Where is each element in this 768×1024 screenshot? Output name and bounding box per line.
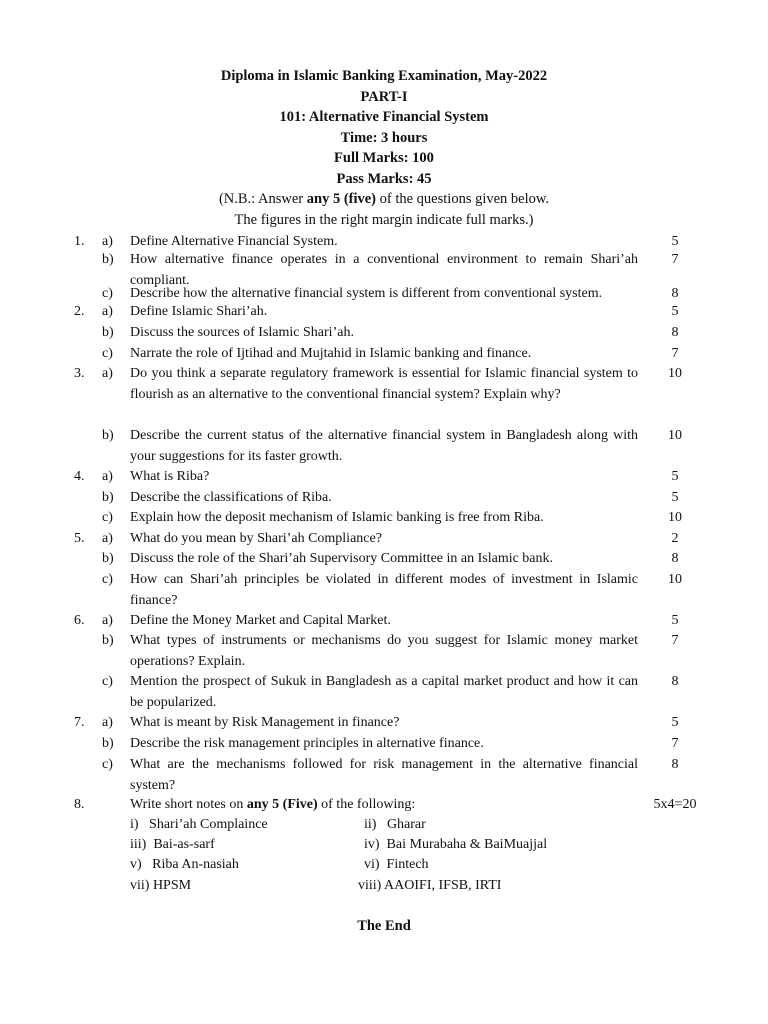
note-item: viii) AAOIFI, IFSB, IRTI [358, 878, 502, 893]
part-label: b) [102, 428, 114, 443]
instruction-pre: (N.B.: Answer [218, 191, 307, 207]
question-8-marks: 5x4=20 [653, 797, 697, 812]
question-text: Explain how the deposit mechanism of Islamic banking is free from Riba. [130, 510, 544, 525]
question-number: 3. [74, 366, 85, 381]
question-text: What do you mean by Shari’ah Compliance? [130, 531, 382, 546]
pass-marks-label: Pass Marks: 45 [336, 170, 432, 187]
part-label: b) [102, 252, 114, 267]
part-label: a) [102, 613, 113, 628]
question-text: Define Islamic Shari’ah. [130, 304, 268, 319]
question-marks: 5 [671, 469, 679, 484]
note-item: iv) Bai Murabaha & BaiMuajjal [364, 837, 548, 852]
question-number: 4. [74, 469, 85, 484]
question-text: Define Alternative Financial System. [130, 234, 338, 249]
question-marks: 5 [671, 304, 679, 319]
question-marks: 8 [671, 674, 679, 689]
part-label: b) [102, 551, 114, 566]
question-marks: 8 [671, 286, 679, 301]
q8-text-post: of the following: [317, 797, 416, 812]
part-label: PART-I [360, 88, 408, 105]
question-number: 1. [74, 234, 85, 249]
q8-text-pre: Write short notes on [130, 797, 247, 812]
question-text: Mention the prospect of Sukuk in Bangladesh as a capital market product and how it can be popularized. [130, 674, 638, 710]
time-label: Time: 3 hours [340, 129, 428, 146]
instruction-post: of the questions given below. [376, 191, 550, 207]
question-marks: 5 [671, 234, 679, 249]
question-marks: 2 [671, 531, 679, 546]
question-text: What types of instruments or mechanisms do you suggest for Islamic money market operations? Explain. [130, 633, 638, 669]
part-label: a) [102, 715, 113, 730]
part-label: b) [102, 736, 114, 751]
part-label: c) [102, 346, 113, 361]
question-text: Describe the risk management principles in alternative finance. [130, 736, 484, 751]
instruction-line-1 [0, 189, 768, 210]
part-label: a) [102, 366, 113, 381]
part-label: a) [102, 531, 113, 546]
question-marks: 5 [671, 715, 679, 730]
question-number: 7. [74, 715, 85, 730]
question-marks: 10 [668, 510, 682, 525]
part-label: c) [102, 674, 113, 689]
question-text: Define the Money Market and Capital Market. [130, 613, 391, 628]
question-text: What is meant by Risk Management in finance? [130, 715, 400, 730]
part-label: b) [102, 633, 114, 648]
question-marks: 8 [671, 757, 679, 772]
question-number: 2. [74, 304, 85, 319]
question-marks: 5 [671, 613, 679, 628]
end-label: The End [357, 918, 411, 934]
question-text: What are the mechanisms followed for risk management in the alternative financial system? [130, 757, 638, 793]
question-marks: 10 [668, 366, 682, 381]
question-text: Describe the classifications of Riba. [130, 490, 332, 505]
q8-text-bold: any 5 (Five) [246, 797, 318, 812]
question-text: How alternative finance operates in a conventional environment to remain Shari’ah compliant. [130, 252, 638, 288]
part-label: c) [102, 572, 113, 587]
note-item: vii) HPSM [130, 878, 192, 893]
part-label: c) [102, 757, 113, 772]
question-number: 8. [74, 797, 85, 812]
instruction-line-2: The figures in the right margin indicate full marks.) [234, 211, 534, 228]
part-label: c) [102, 510, 113, 525]
question-text: Discuss the sources of Islamic Shari’ah. [130, 325, 354, 340]
part-label: b) [102, 490, 114, 505]
question-text: Narrate the role of Ijtihad and Mujtahid in Islamic banking and finance. [130, 346, 532, 361]
exam-title: Diploma in Islamic Banking Examination, May-2022 [220, 68, 548, 84]
question-marks: 5 [671, 490, 679, 505]
question-text: What is Riba? [130, 469, 210, 484]
question-text: Describe the current status of the alternative financial system in Bangladesh along with your suggestions for its faster growth. [130, 428, 638, 464]
part-label: c) [102, 286, 113, 301]
question-marks: 10 [668, 428, 682, 443]
question-text: Describe how the alternative financial system is different from conventional system. [130, 286, 603, 301]
instruction-bold: any 5 (five) [306, 191, 377, 207]
note-item: vi) Fintech [364, 857, 429, 872]
question-marks: 7 [671, 346, 679, 361]
note-item: v) Riba An-nasiah [130, 857, 239, 872]
part-label: a) [102, 469, 113, 484]
question-text: How can Shari’ah principles be violated in different modes of investment in Islamic finance? [130, 572, 638, 608]
exam-header [0, 66, 768, 230]
note-item: i) Shari’ah Complaince [130, 817, 268, 832]
course-title: 101: Alternative Financial System [279, 109, 489, 125]
part-label: a) [102, 234, 113, 249]
note-item: iii) Bai-as-sarf [130, 837, 215, 852]
question-marks: 8 [671, 551, 679, 566]
question-marks: 7 [671, 736, 679, 751]
question-text: Discuss the role of the Shari’ah Supervisory Committee in an Islamic bank. [130, 551, 554, 566]
question-marks: 7 [671, 252, 679, 267]
question-8-text [130, 795, 638, 816]
question-marks: 7 [671, 633, 679, 648]
part-label: b) [102, 325, 114, 340]
part-label: a) [102, 304, 113, 319]
question-number: 6. [74, 613, 85, 628]
note-item: ii) Gharar [364, 817, 426, 832]
question-marks: 10 [668, 572, 682, 587]
question-number: 5. [74, 531, 85, 546]
question-text: Do you think a separate regulatory framework is essential for Islamic financial system to flourish as an alternative to the conventional financial system? Explain why? [130, 366, 638, 402]
question-marks: 8 [671, 325, 679, 340]
full-marks-label: Full Marks: 100 [334, 150, 434, 166]
